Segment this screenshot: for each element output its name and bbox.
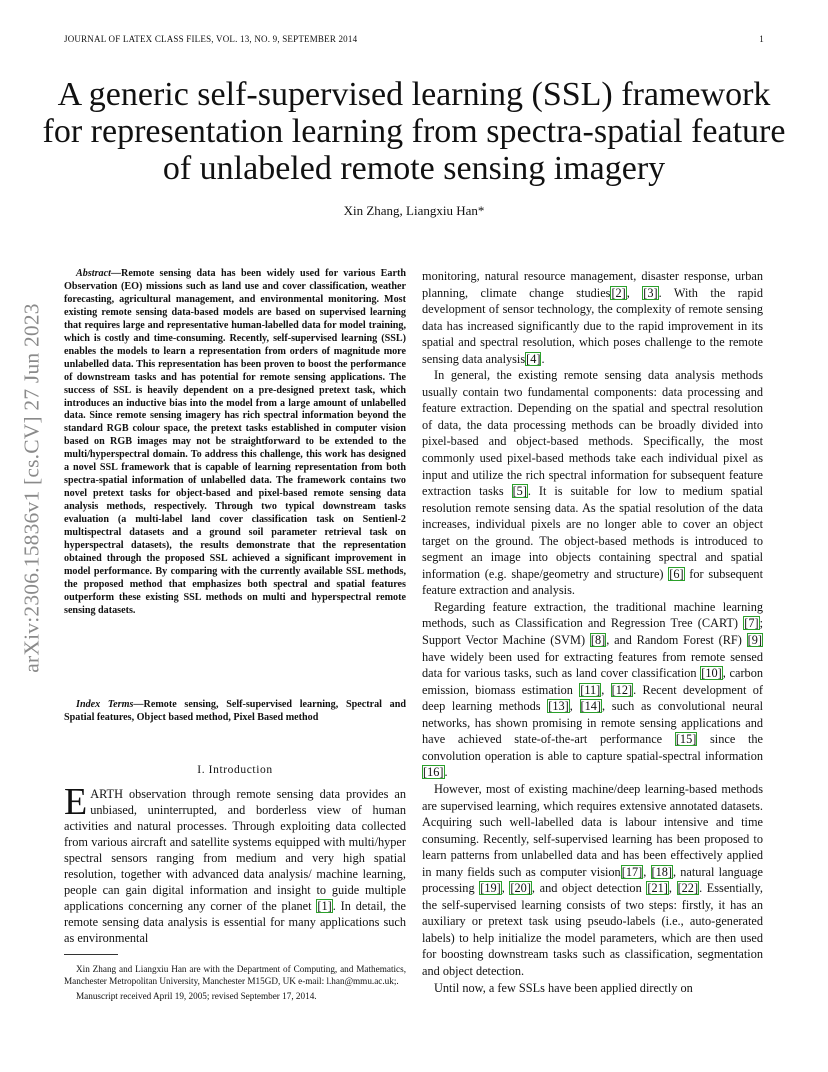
citation-link[interactable]: [18] xyxy=(651,864,672,879)
paragraph: Regarding feature extraction, the traditional machine learning methods, such as Classification and Regression Tree (CART) [7]; Support Vector Machine (SVM) [8], and Random Forest (RF) [9] have widely been used for extracting features from remote sensed data for various tasks, such as land cover classification [10], carbon emission, biomass estimation [11], [12]. Recent development of deep learning methods [13], [14], such as convolutional neural networks, has shown promising in remote sensing applications and have achieved state-of-the-art performance [15] since the convolution operation is able to capture spatial-spectral information [16]. xyxy=(422,599,763,780)
footnote-received: Manuscript received April 19, 2005; revised September 17, 2014. xyxy=(76,991,317,1001)
paragraph: Until now, a few SSLs have been applied directly on xyxy=(434,980,693,995)
citation-link[interactable]: [2] xyxy=(611,285,626,300)
intro-paragraph xyxy=(64,781,406,946)
index-terms-heading: Index Terms xyxy=(76,699,134,710)
author-list: Xin Zhang, Liangxiu Han* xyxy=(343,203,485,218)
paragraph: However, most of existing machine/deep learning-based methods are supervised learning, which requires extensive annotated datasets. Acquiring such well-labelled data is labour intensive and time consuming. Recently, self-supervised learning has been proposed to learn patterns from unlabelled data and has been effectively applied in many fields such as computer vision[17], [18], natural language processing [19], [20], and object detection [21], [22]. Essentially, the self-supervised learning consists of two steps: firstly, it has an auxiliary or pretext task using pseudo-labels (i.e., auto-generated labels) to help initialize the model parameters, which are then used for boosting downstream tasks such as classification, segmentation and object detection. xyxy=(422,781,764,978)
citation-link[interactable]: [20] xyxy=(510,881,531,896)
index-terms xyxy=(64,699,406,725)
right-column xyxy=(422,268,763,996)
citation-link[interactable]: [1] xyxy=(317,899,332,914)
citation-link[interactable]: [13] xyxy=(548,699,569,714)
paragraph: monitoring, natural resource management, disaster response, urban planning, climate change studies[2], [3]. With the rapid development of sensor technology, the complexity of remote sensing data has increased significantly due to the rapid improvement in its spatial and spectral resolution, which poses challenge to the remote sensing data analysis[4]. xyxy=(422,269,763,366)
abstract-heading: Abstract xyxy=(76,268,111,279)
citation-link[interactable]: [16] xyxy=(423,765,444,780)
abstract xyxy=(64,268,406,618)
abstract-text: —Remote sensing data has been widely used for various Earth Observation (EO) missions such as land use and cover classification, weather forecasting, agricultural management, and environmental monitoring. Most existing remote sensing data-based models are based on supervised learning that requires large and representative human-labelled data for model training, which is costly and time-consuming. Recently, self-supervised learning (SSL) enables the models to learn a representation from orders of magnitude more unlabelled data. This representation has been proven to boost the performance of downstream tasks and has potential for remote sensing applications. The success of SSL is heavily dependent on a pre-designed pretext task, which introduces an inductive bias into the model from a large amount of unlabelled data. Since remote sensing imagery has rich spectral information beyond the standard RGB colour space, the pretext tasks established in computer vision based on RGB images may not be straightforward to be extended to the multi/hyperspectral domain. To address this challenge, this work has designed a novel SSL framework that is capable of learning representation from both spectra-spatial information of unlabelled data. The framework contains two novel pretext tasks for object-based and pixel-based remote sensing data analysis methods, respectively. Through two typical downstream tasks evaluation (a multi-label land cover classification task on Sentienl-2 multispectral datasets and a ground soil parameter retrieval task on hyperspectral datasets), the results demonstrate that the representation obtained through the proposed SSL achieved a significant improvement in model performance. By comparing with the currently available SSL methods, the proposed method that emphasizes both spectral and spatial features outperform these existing SSL methods on multi and hyperspectral remote sensing datasets. xyxy=(64,268,406,616)
citation-link[interactable]: [11] xyxy=(580,682,601,697)
citation-link[interactable]: [14] xyxy=(580,699,602,714)
footnote xyxy=(64,963,406,1002)
page-number: 1 xyxy=(759,34,764,44)
citation-link[interactable]: [6] xyxy=(669,566,684,581)
footnote-rule xyxy=(64,954,118,955)
citation-link[interactable]: [4] xyxy=(526,351,541,366)
running-head xyxy=(64,34,764,44)
citation-link[interactable]: [8] xyxy=(590,633,606,648)
citation-link[interactable]: [17] xyxy=(621,864,643,879)
section-heading: I. Introduction xyxy=(197,764,273,776)
journal-header: JOURNAL OF LATEX CLASS FILES, VOL. 13, NO. 9, SEPTEMBER 2014 xyxy=(64,34,358,44)
intro-text-tail: . In detail, the remote sensing data analysis is essential for many applications such as environmental xyxy=(64,899,406,946)
citation-link[interactable]: [22] xyxy=(677,881,699,896)
arxiv-stamp xyxy=(14,290,50,685)
intro-text: ARTH observation through remote sensing data provides an unbiased, uninterrupted, and borderless view of human activities and natural processes. Through exploiting data collected from various aircraft and satellite systems equipped with multi/hyper spectral sensors ranging from medium and very high spatial resolution, together with advanced data analysis/ machine learning, people can gain digital information and insight to guide multiple applications concerning any corner of the planet xyxy=(64,787,406,914)
drop-cap: E xyxy=(64,781,88,823)
arxiv-identifier: arXiv:2306.15836v1 [cs.CV] 27 Jun 2023 xyxy=(19,303,44,673)
citation-link[interactable]: [21] xyxy=(647,881,668,896)
citation-link[interactable]: [12] xyxy=(611,682,633,697)
footnote-affiliation: Xin Zhang and Liangxiu Han are with the Department of Computing, and Mathematics, Manchester Metropolitan University, Manchester M15GD, UK e-mail: l.han@mmu.ac.uk;. xyxy=(64,964,406,986)
citation-link[interactable]: [9] xyxy=(747,633,762,648)
citation-link[interactable]: [7] xyxy=(744,616,759,631)
citation-link[interactable]: [15] xyxy=(675,732,697,747)
citation-link[interactable]: [10] xyxy=(701,666,722,681)
citation-link[interactable]: [19] xyxy=(480,881,501,896)
paper-title: A generic self-supervised learning (SSL) framework for representation learning from spectra-spatial feature of unlabeled remote sensing imagery xyxy=(42,76,786,187)
citation-link[interactable]: [5] xyxy=(512,484,527,499)
paragraph: In general, the existing remote sensing data analysis methods usually contain two fundamental components: data processing and feature extraction. Depending on the spatial and spectral resolution of data, the data processing methods can be broadly divided into pixel-based and object-based methods. Specifically, the most commonly used pixel-based methods take each individual pixel as input and utilize the rich spectral information for subsequent feature extraction tasks [5]. It is suitable for low to medium spatial resolution remote sensing data. As the spatial resolution of the data increases, individual pixels are no longer able to cover an object target on the ground. The object-based methods is introduced to segment an image into objects containing spectral and spatial information (e.g. shape/geometry and structure) [6] for subsequent feature extraction and analysis. xyxy=(422,368,764,598)
index-terms-text: —Remote sensing, Self-supervised learning, Spectral and Spatial features, Object based method, Pixel Based method xyxy=(64,699,406,723)
citation-link[interactable]: [3] xyxy=(643,285,658,300)
